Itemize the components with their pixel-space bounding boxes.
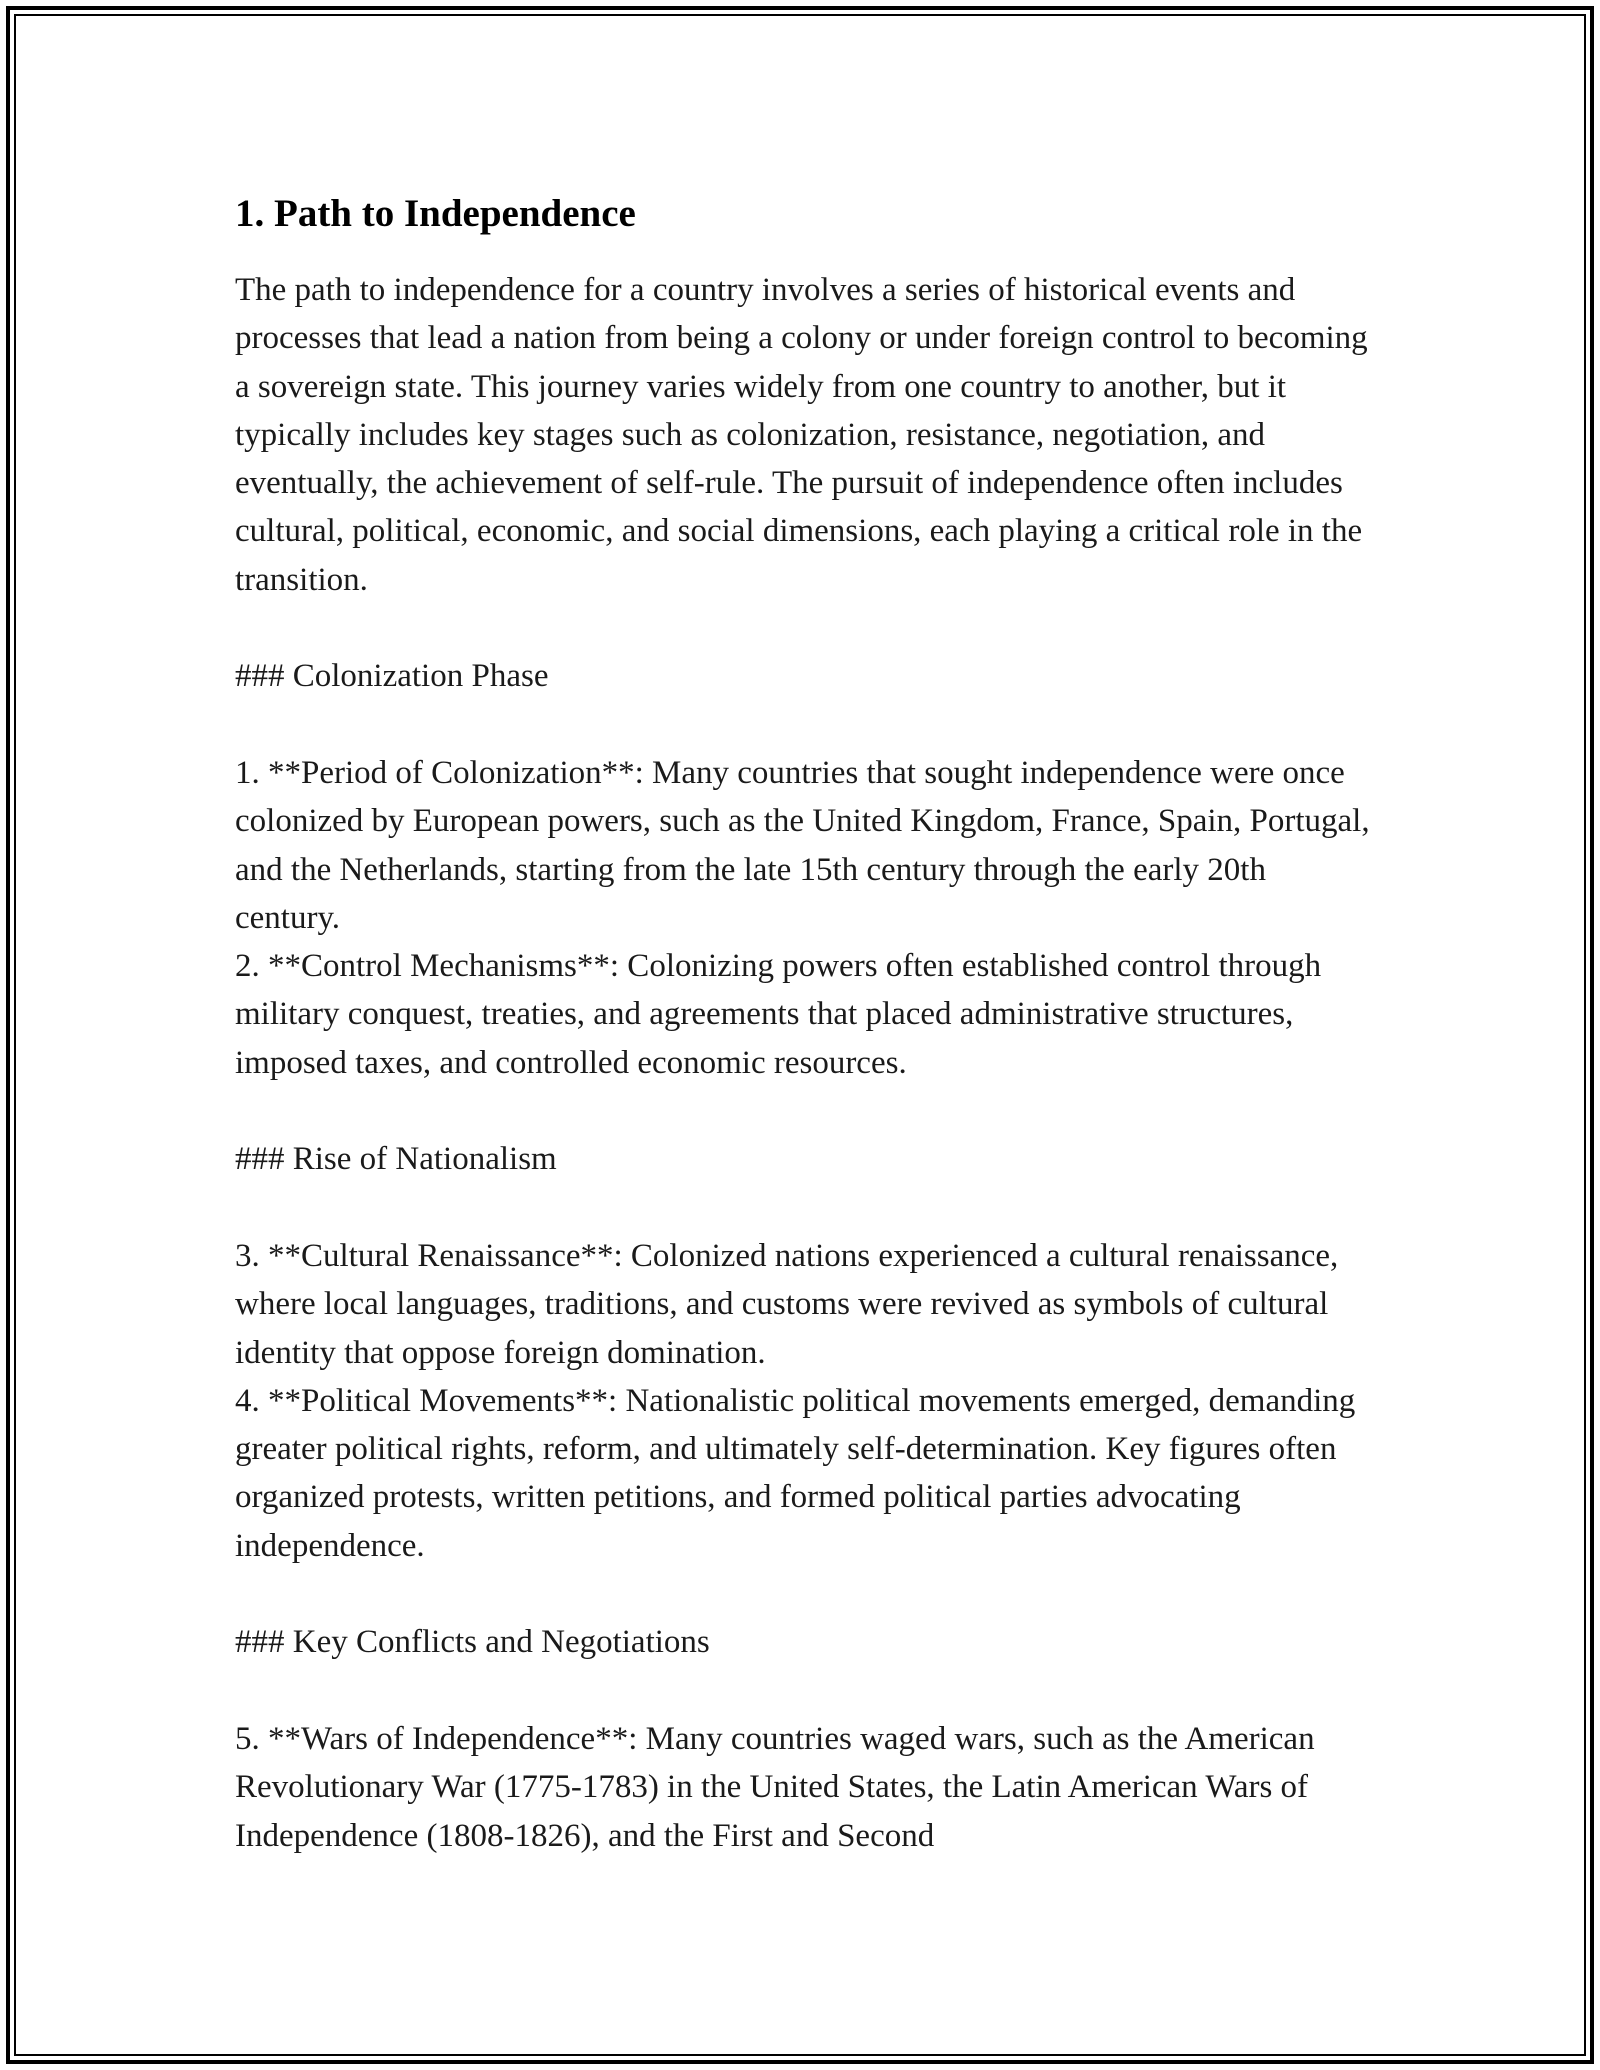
section-body: The path to independence for a country involves a series of historical events and processes that lead a nation from being a colony or under foreign control to becoming a sovereign state. This journey varies widely from one country to another, but it typically includes key stages such as colonization, resistance, negotiation, and eventually, the achievement of self-rule. The pursuit of independence often includes cultural, political, economic, and social dimensions, each playing a critical role in the transition. ### Colonization Phase 1. **Period of Colonization**: Many countries that sought independence were once colonized by European powers, such as the United Kingdom, France, Spain, Portugal, and the Netherlands, starting from the late 15th century through the early 20th century. 2. **Control Mechanisms**: Colonizing powers often established control through military conquest, treaties, and agreements that placed administrative structures, imposed taxes, and controlled economic resources. ### Rise of Nationalism 3. **Cultural Renaissance**: Colonized nations experienced a cultural renaissance, where local languages, traditions, and customs were revived as symbols of cultural identity that oppose foreign domination. 4. **Political Movements**: Nationalistic political movements emerged, demanding greater political rights, reform, and ultimately self-determination. Key figures often organized protests, written petitions, and formed political parties advocating independence. ### Key Conflicts and Negotiations 5. **Wars of Independence**: Many countries waged wars, such as the American Revolutionary War (1775-1783) in the United States, the Latin American Wars of Independence (1808-1826), and the First and Second	[235, 272, 1370, 1854]
section-title: 1. Path to Independence	[235, 192, 636, 235]
document-content	[235, 186, 1375, 1860]
